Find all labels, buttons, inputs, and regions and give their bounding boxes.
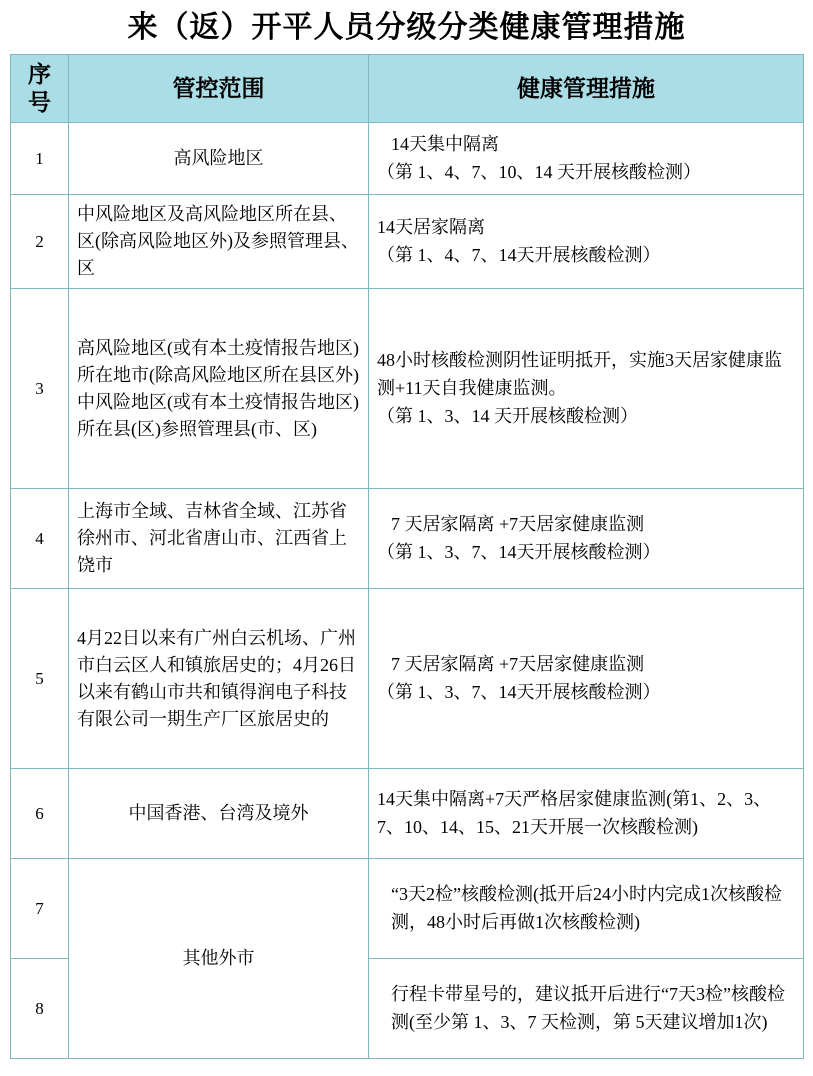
measure-line: 14天集中隔离+7天严格居家健康监测(第1、2、3、7、10、14、15、21天开展一次核酸检测) [377, 788, 772, 837]
row-scope: 中风险地区及高风险地区所在县、区(除高风险地区外)及参照管理县、区 [69, 195, 369, 289]
measure-line: （第 1、3、7、14天开展核酸检测） [377, 541, 661, 562]
measure-line: （第 1、3、7、14天开展核酸检测） [377, 681, 661, 702]
row-number: 1 [11, 123, 69, 195]
measure-line: “3天2检”核酸检测(抵开后24小时内完成1次核酸检测，48小时后再做1次核酸检测) [391, 883, 782, 932]
row-scope: 高风险地区(或有本土疫情报告地区)所在地市(除高风险地区所在县区外)中风险地区(或有本土疫情报告地区)所在县(区)参照管理县(市、区) [69, 289, 369, 489]
row-measure [369, 589, 804, 769]
measure-line: 7 天居家隔离 +7天居家健康监测 [391, 653, 645, 674]
row-number: 3 [11, 289, 69, 489]
column-header-measure: 健康管理措施 [369, 55, 804, 123]
page-title: 来（返）开平人员分级分类健康管理措施 [127, 11, 686, 44]
table-row [11, 589, 804, 769]
row-measure [369, 859, 804, 959]
measure-line: （第 1、3、14 天开展核酸检测） [377, 405, 638, 426]
measure-line: 14天居家隔离 [377, 216, 485, 237]
table-row [11, 123, 804, 195]
row-scope: 中国香港、台湾及境外 [69, 769, 369, 859]
row-number: 5 [11, 589, 69, 769]
row-number: 7 [11, 859, 69, 959]
row-number: 4 [11, 489, 69, 589]
row-measure [369, 123, 804, 195]
measure-line: （第 1、4、7、14天开展核酸检测） [377, 244, 661, 265]
row-measure [369, 959, 804, 1059]
measure-line: 7 天居家隔离 +7天居家健康监测 [391, 513, 645, 534]
table-body [11, 123, 804, 1059]
measure-line: 行程卡带星号的，建议抵开后进行“7天3检”核酸检测(至少第 1、3、7 天检测，第 5天建议增加1次) [391, 983, 785, 1032]
table-row [11, 289, 804, 489]
table-header [11, 55, 804, 123]
row-scope: 4月22日以来有广州白云机场、广州市白云区人和镇旅居史的；4月26日以来有鹤山市共和镇得润电子科技有限公司一期生产厂区旅居史的 [69, 589, 369, 769]
row-measure [369, 195, 804, 289]
row-measure [369, 289, 804, 489]
table-row [11, 195, 804, 289]
measure-line: （第 1、4、7、10、14 天开展核酸检测） [377, 161, 701, 182]
table-row [11, 859, 804, 959]
row-scope: 其他外市 [69, 859, 369, 1059]
measure-line: 14天集中隔离 [391, 133, 499, 154]
row-number: 2 [11, 195, 69, 289]
row-number: 8 [11, 959, 69, 1059]
column-header-scope: 管控范围 [69, 55, 369, 123]
row-measure [369, 769, 804, 859]
row-measure [369, 489, 804, 589]
measure-line: 48小时核酸检测阴性证明抵开，实施3天居家健康监测+11天自我健康监测。 [377, 349, 782, 398]
row-scope: 上海市全域、吉林省全域、江苏省徐州市、河北省唐山市、江西省上饶市 [69, 489, 369, 589]
table-row [11, 769, 804, 859]
row-number: 6 [11, 769, 69, 859]
health-management-table [10, 54, 804, 1059]
table-header-row [11, 55, 804, 123]
row-scope: 高风险地区 [69, 123, 369, 195]
table-row [11, 489, 804, 589]
column-header-no: 序号 [11, 55, 69, 123]
